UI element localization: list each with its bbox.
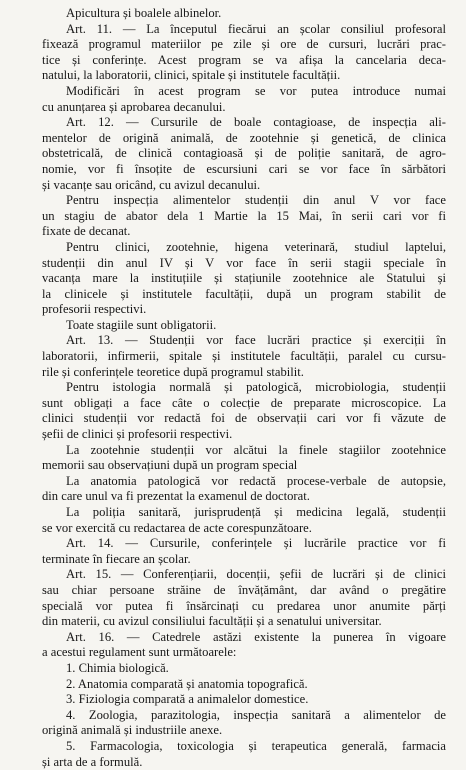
text-line: tice și conferințe. Acest program se va afișa la cancelaria deca- bbox=[42, 53, 446, 69]
text-line: din materii, cu avizul consiliului facultății și a senatului universitar. bbox=[42, 614, 446, 630]
text-line: La anatomia patologică vor redactă procese-verbale de autopsie, bbox=[42, 474, 446, 490]
text-line: studenții din anul IV și V vor face în serii stagii speciale în bbox=[42, 256, 446, 272]
text-line: Art. 12. — Cursurile de boale contagioase, de inspecția ali- bbox=[42, 115, 446, 131]
list-item-line: 3. Fiziologia comparată a animalelor domestice. bbox=[42, 692, 446, 708]
text-line: Art. 15. — Conferențiarii, docenții, șefii de lucrări și de clinici bbox=[42, 567, 446, 583]
text-line: mentelor de origină animală, de zootehnie și genetică, de clinica bbox=[42, 131, 446, 147]
list-item-line: 1. Chimia biologică. bbox=[42, 661, 446, 677]
text-line: specială vor putea fi însărcinați cu predarea unor anumite părți bbox=[42, 599, 446, 615]
text-line: cu anunțarea și aprobarea decanului. bbox=[42, 100, 446, 116]
text-line: Toate stagiile sunt obligatorii. bbox=[42, 318, 446, 334]
text-line: și arta de a formulă. bbox=[42, 755, 446, 770]
text-line: Art. 11. — La începutul fiecărui an școlar consiliul profesoral bbox=[42, 22, 446, 38]
text-line: la clinicele și institutele facultății, după un program stabilit de bbox=[42, 287, 446, 303]
text-line: profesorii respectivi. bbox=[42, 302, 446, 318]
text-line: Pentru inspecția alimentelor studenții din anul V vor face bbox=[42, 193, 446, 209]
text-line: sunt obligați a face câte o colecție de preparate microscopice. La bbox=[42, 396, 446, 412]
list-item-line: 5. Farmacologia, toxicologia și terapeutica generală, farmacia bbox=[42, 739, 446, 755]
text-line: clinici studenții vor redactă foi de observații cari vor fi văzute de bbox=[42, 411, 446, 427]
text-line: din care unul va fi prezentat la examenul de doctorat. bbox=[42, 489, 446, 505]
text-line: rile și conferințele teoretice după programul stabilit. bbox=[42, 365, 446, 381]
text-line: vacanța mare la instituțiile și stațiunile zootehnice ale Statului și bbox=[42, 271, 446, 287]
text-line: a acestui regulament sunt următoarele: bbox=[42, 645, 446, 661]
text-line: Art. 13. — Studenții vor face lucrări practice și exerciții în bbox=[42, 333, 446, 349]
list-item-line: 4. Zoologia, parazitologia, inspecția sanitară a alimentelor de bbox=[42, 708, 446, 724]
text-line: origină animală și industriile anexe. bbox=[42, 723, 446, 739]
text-line: terminate în fiecare an școlar. bbox=[42, 552, 446, 568]
text-line: și vacanțe sau oricând, cu avizul decanului. bbox=[42, 178, 446, 194]
text-line: fixate de decanat. bbox=[42, 224, 446, 240]
text-line: La zootehnie studenții vor alcătui la finele stagiilor zootehnice bbox=[42, 443, 446, 459]
text-line: se vor exercită cu redactarea de acte corespunzătoare. bbox=[42, 521, 446, 537]
text-line: fixează programul materiilor pe zile și ore de cursuri, lucrări prac- bbox=[42, 37, 446, 53]
text-line: obstetricală, de clinică contagioasă și de poliție sanitară, de agro- bbox=[42, 146, 446, 162]
text-line: memorii sau observațiuni după un program special bbox=[42, 458, 446, 474]
text-line: Modificări în acest program se vor putea introduce numai bbox=[42, 84, 446, 100]
text-line: Apicultura și boalele albinelor. bbox=[42, 6, 446, 22]
text-line: natului, la laboratorii, clinici, spitale și institutele facultății. bbox=[42, 68, 446, 84]
text-line: sau chiar persoane străine de învățământ, dar având o pregătire bbox=[42, 583, 446, 599]
text-line: Pentru istologia normală și patologică, microbiologia, studenții bbox=[42, 380, 446, 396]
text-line: Art. 16. — Catedrele astăzi existente la punerea în vigoare bbox=[42, 630, 446, 646]
text-line: șefii de clinici și profesorii respectivi. bbox=[42, 427, 446, 443]
list-item-line: 2. Anatomia comparată și anatomia topografică. bbox=[42, 677, 446, 693]
text-line: Art. 14. — Cursurile, conferințele și lucrările practice vor fi bbox=[42, 536, 446, 552]
text-line: La poliția sanitară, jurisprudență și medicina legală, studenții bbox=[42, 505, 446, 521]
text-line: Pentru clinici, zootehnie, higena veterinară, studiul laptelui, bbox=[42, 240, 446, 256]
text-line: nomie, vor fi însoțite de escursiuni cari se vor face în sărbători bbox=[42, 162, 446, 178]
text-line: un stagiu de abator dela 1 Martie la 15 Mai, în serii cari vor fi bbox=[42, 209, 446, 225]
text-line: laboratorii, infirmerii, spitale și institutele facultății, paralel cu cursu- bbox=[42, 349, 446, 365]
